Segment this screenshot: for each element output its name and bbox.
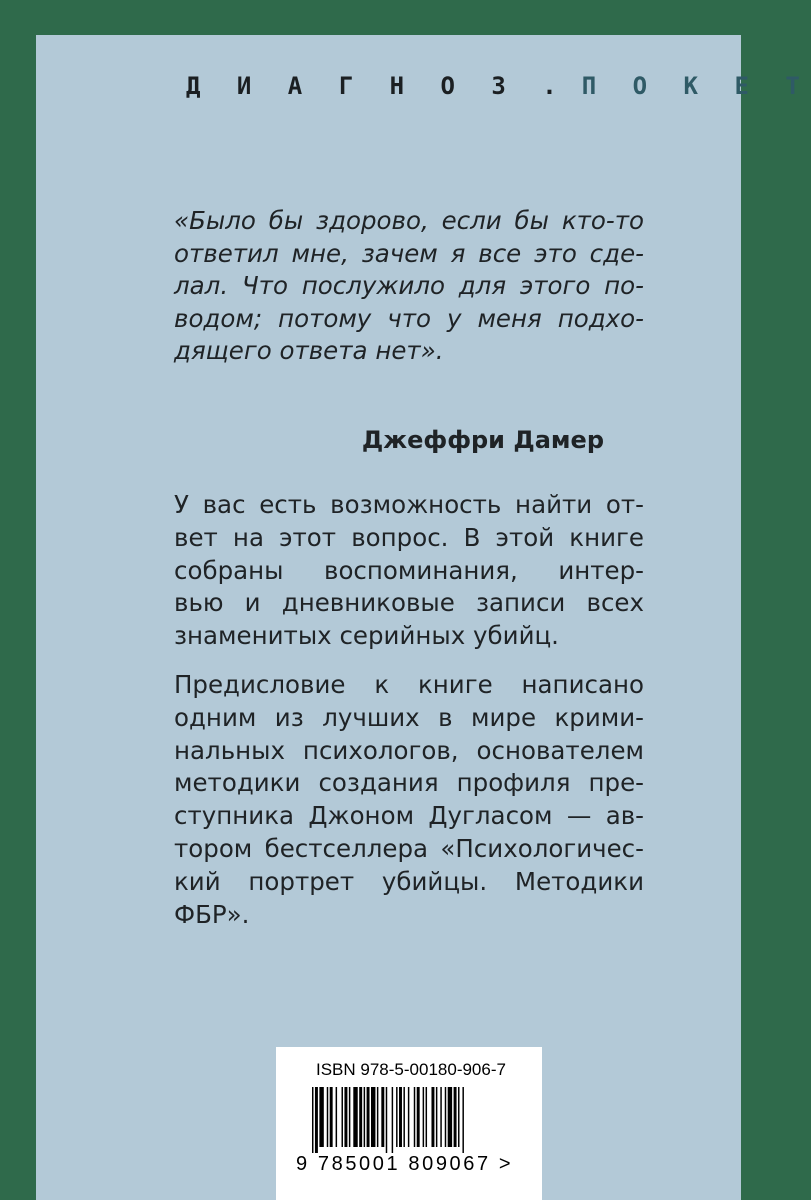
barcode-bar	[359, 1087, 362, 1147]
barcode-bar	[445, 1087, 446, 1147]
text-line: Предисловие к книге написано	[174, 670, 644, 699]
barcode-bar	[327, 1087, 328, 1147]
description-paragraph-2	[174, 669, 644, 931]
quote-line: «Было бы здорово, если бы кто-то	[174, 206, 644, 235]
barcode-bar	[330, 1087, 333, 1147]
text-line: собраны воспоминания, интер-	[174, 555, 644, 585]
text-line: ФБР».	[174, 899, 250, 929]
barcode-bar	[377, 1087, 378, 1147]
series-name: Д И А Г Н О З .	[186, 72, 568, 100]
barcode-block	[276, 1047, 542, 1200]
barcode-bar	[454, 1087, 457, 1147]
quote-line: лал. Что послужило для этого по-	[174, 271, 644, 300]
barcode-bar	[392, 1087, 393, 1153]
barcode-bar	[342, 1087, 343, 1147]
barcode-bar	[417, 1087, 420, 1147]
barcode-bar	[440, 1087, 441, 1147]
isbn-label: ISBN 978-5-00180-906-7	[316, 1060, 506, 1079]
barcode-bar	[431, 1087, 434, 1147]
barcode-bar	[315, 1087, 318, 1153]
quote-block	[174, 205, 644, 368]
barcode-bar	[353, 1087, 357, 1147]
barcode-bar	[436, 1087, 437, 1147]
barcode-bar	[319, 1087, 323, 1147]
barcode-bars	[312, 1087, 512, 1153]
barcode-bar	[426, 1087, 427, 1147]
text-line: одним из лучших в мире крими-	[174, 702, 644, 732]
barcode-bar	[414, 1087, 415, 1147]
text-line: нальных психологов, основателем	[174, 735, 644, 765]
quote-line: ответил мне, зачем я все это сде-	[174, 238, 644, 268]
barcode-bar	[403, 1087, 404, 1147]
text-line: ступника Джоном Дугласом — ав-	[174, 801, 644, 831]
barcode-bar	[458, 1087, 459, 1147]
barcode-bar	[396, 1087, 397, 1147]
text-line: вет на этот вопрос. В этой книге	[174, 522, 644, 552]
back-cover-panel	[36, 35, 811, 1200]
barcode-bar	[386, 1087, 387, 1153]
barcode-bar	[344, 1087, 347, 1147]
barcode-bar	[423, 1087, 424, 1147]
barcode-bar	[448, 1087, 452, 1147]
series-subname: П О К Е Т	[581, 72, 811, 100]
barcode-bar	[367, 1087, 370, 1147]
quote-line: водом; потому что у меня подхо-	[174, 303, 644, 333]
barcode-digits: 9 785001 809067 >	[296, 1153, 514, 1175]
text-line: тором бестселлера «Психологичес-	[174, 833, 644, 863]
barcode-bar	[312, 1087, 313, 1153]
text-line: У вас есть возможность найти от-	[174, 490, 644, 519]
barcode-bar	[399, 1087, 402, 1147]
text-line: вью и дневниковые записи всех	[174, 588, 644, 618]
quote-author: Джеффри Дамер	[361, 426, 604, 454]
description-paragraph-1	[174, 489, 644, 653]
barcode-bar	[381, 1087, 384, 1147]
text-line: методики создания профиля пре-	[174, 768, 644, 798]
barcode-bar	[408, 1087, 409, 1147]
barcode-bar	[364, 1087, 365, 1147]
text-line: знаменитых серийных убийц.	[174, 621, 559, 651]
series-title	[186, 72, 811, 100]
text-line: кий портрет убийцы. Методики	[174, 866, 644, 896]
quote-line: дящего ответа нет».	[174, 336, 444, 365]
barcode-bar	[349, 1087, 350, 1147]
barcode-bar	[371, 1087, 375, 1147]
barcode-bar	[462, 1087, 463, 1153]
barcode-bar	[336, 1087, 337, 1147]
